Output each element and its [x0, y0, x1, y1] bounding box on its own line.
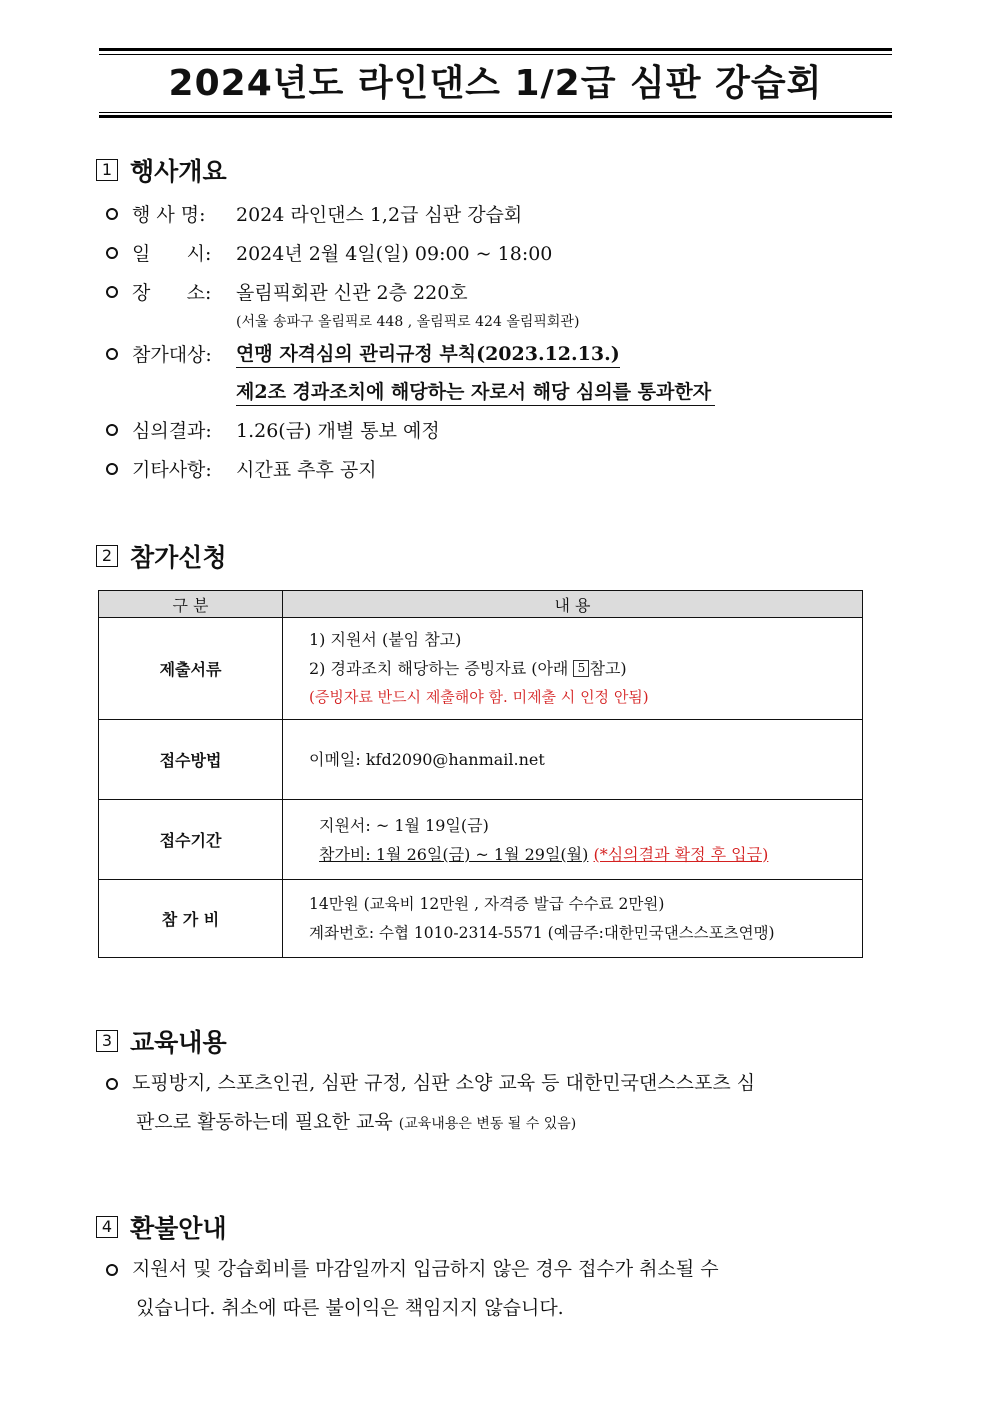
circle-bullet-icon	[106, 208, 118, 220]
paragraph-line	[106, 1250, 719, 1289]
list-item	[106, 339, 620, 368]
paragraph-text: 지원서 및 강습회비를 마감일까지 입금하지 않은 경우 접수가 취소될 수	[132, 1258, 719, 1280]
address-note: (서울 송파구 올림픽로 448 , 올림픽로 424 올림픽회관)	[236, 314, 580, 330]
title-rule	[99, 54, 892, 55]
section-ref-box: 5	[573, 660, 589, 677]
docs-line: 1) 지원서 (붙임 참고)	[309, 630, 462, 649]
email-value: 이메일: kfd2090@hanmail.net	[309, 750, 545, 769]
item-value: 2024 라인댄스 1,2급 심판 강습회	[236, 204, 523, 226]
list-item	[106, 455, 377, 482]
section-heading-education	[96, 1023, 227, 1059]
paragraph-note: (교육내용은 변동 될 수 있음)	[398, 1116, 577, 1132]
title-block	[99, 48, 892, 120]
table-row	[99, 720, 863, 800]
section-title: 참가신청	[130, 543, 227, 572]
item-label: 참가대상:	[132, 344, 212, 366]
row-label: 접수기간	[99, 800, 283, 880]
section-title: 환불안내	[130, 1214, 227, 1243]
section-heading-refund	[96, 1209, 227, 1245]
page-title: 2024년도 라인댄스 1/2급 심판 강습회	[168, 63, 823, 104]
section-number: 4	[96, 1216, 118, 1238]
circle-bullet-icon	[106, 463, 118, 475]
section-heading-overview	[96, 152, 227, 188]
paragraph-text: 있습니다. 취소에 따른 불이익은 책임지지 않습니다.	[136, 1297, 564, 1319]
section-number: 1	[96, 159, 118, 181]
docs-line	[309, 654, 861, 683]
circle-bullet-icon	[106, 1264, 118, 1276]
paragraph-line	[106, 1064, 755, 1103]
list-item	[106, 416, 440, 443]
title-rule	[99, 112, 892, 113]
table-header-row	[99, 591, 863, 618]
row-label: 참 가 비	[99, 880, 283, 958]
docs-line-text: 참고)	[589, 659, 627, 678]
item-label: 장 소:	[132, 282, 212, 304]
list-item-continued	[236, 377, 715, 406]
item-value: 2024년 2월 4일(일) 09:00 ~ 18:00	[236, 243, 553, 265]
period-note: (*심의결과 확정 후 입금)	[593, 844, 769, 864]
item-label: 행 사 명:	[132, 204, 206, 226]
docs-warning: (증빙자료 반드시 제출해야 함. 미제출 시 인정 안됨)	[309, 688, 649, 706]
education-paragraph	[106, 1064, 755, 1144]
row-content	[283, 880, 863, 958]
fee-line: 계좌번호: 수협 1010-2314-5571 (예금주:대한민국댄스스포츠연맹)	[309, 923, 775, 942]
fee-line: 14만원 (교육비 12만원 , 자격증 발급 수수료 2만원)	[309, 894, 665, 913]
paragraph-line	[106, 1289, 719, 1328]
row-content	[283, 720, 863, 800]
period-line-text: 참가비: 1월 26일(금) ~ 1월 29일(월)	[319, 844, 589, 864]
list-item	[106, 278, 468, 305]
paragraph-text: 판으로 활동하는데 필요한 교육	[136, 1111, 393, 1133]
table-row	[99, 618, 863, 720]
circle-bullet-icon	[106, 247, 118, 259]
list-item	[106, 200, 522, 227]
title-rule	[99, 115, 892, 118]
section-heading-application	[96, 538, 227, 574]
target-line-2: 제2조 경과조치에 해당하는 자로서 해당 심의를 통과한자	[236, 377, 715, 406]
item-label: 일 시:	[132, 243, 212, 265]
item-value: 1.26(금) 개별 통보 예정	[236, 420, 440, 442]
section-title: 행사개요	[130, 157, 227, 186]
circle-bullet-icon	[106, 1078, 118, 1090]
row-label: 제출서류	[99, 618, 283, 720]
circle-bullet-icon	[106, 286, 118, 298]
table-header-category: 구 분	[99, 591, 283, 618]
list-item	[106, 239, 552, 266]
paragraph-line	[106, 1103, 755, 1144]
target-line-1: 연맹 자격심의 관리규정 부칙(2023.12.13.)	[236, 339, 620, 368]
section-title: 교육내용	[130, 1028, 227, 1057]
title-rule	[99, 48, 892, 51]
section-number: 2	[96, 545, 118, 567]
refund-paragraph	[106, 1250, 719, 1328]
item-label: 심의결과:	[132, 420, 212, 442]
item-value: 시간표 추후 공지	[236, 459, 377, 481]
circle-bullet-icon	[106, 424, 118, 436]
paragraph-text: 도핑방지, 스포츠인권, 심판 규정, 심판 소양 교육 등 대한민국댄스스포츠 심	[132, 1072, 756, 1094]
application-table	[98, 590, 863, 958]
circle-bullet-icon	[106, 348, 118, 360]
period-line	[309, 840, 861, 869]
table-header-content: 내 용	[283, 591, 863, 618]
table-row	[99, 880, 863, 958]
item-value: 올림픽회관 신관 2층 220호	[236, 282, 468, 304]
row-content	[283, 800, 863, 880]
row-label: 접수방법	[99, 720, 283, 800]
period-line: 지원서: ~ 1월 19일(금)	[319, 815, 489, 835]
table-row	[99, 800, 863, 880]
row-content	[283, 618, 863, 720]
item-label: 기타사항:	[132, 459, 212, 481]
section-number: 3	[96, 1030, 118, 1052]
docs-line-text: 2) 경과조치 해당하는 증빙자료 (아래	[309, 659, 574, 678]
